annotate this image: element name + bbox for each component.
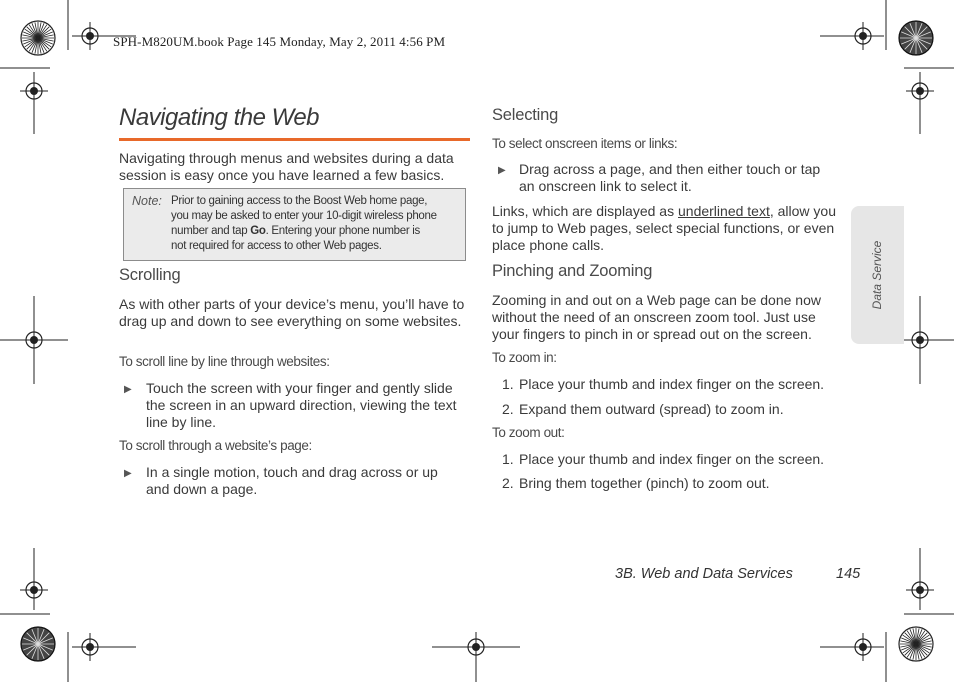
page-title: Navigating the Web	[119, 104, 320, 131]
note-box	[123, 188, 466, 261]
zoom-out-step-2: Bring them together (pinch) to zoom out.	[519, 475, 770, 491]
note-line-4: not required for access to other Web pages.	[171, 240, 382, 252]
pinching-body: Zooming in and out on a Web page can be done now without the need of an onscreen zoom tool. Just use your fingers to pinch in or spread out on the screen.	[492, 292, 821, 342]
title-rule	[119, 138, 470, 141]
scroll-page-bullet: In a single motion, touch and drag across or up and down a page.	[146, 464, 438, 497]
scrolling-heading: Scrolling	[119, 266, 181, 284]
section-tab-label: Data Service	[870, 240, 884, 310]
links-paragraph: Links, which are displayed as underlined text, allow you to jump to Web pages, select special functions, or even place phone calls.	[492, 203, 836, 253]
pinching-heading: Pinching and Zooming	[492, 262, 653, 280]
footer-section: 3B. Web and Data Services	[615, 566, 793, 582]
step-number: 1.	[502, 376, 514, 392]
zoom-in-step-1: Place your thumb and index finger on the screen.	[519, 376, 825, 392]
underlined-text-example: underlined text	[678, 203, 770, 219]
scroll-line-label: To scroll line by line through websites:	[119, 354, 330, 369]
selecting-heading: Selecting	[492, 106, 559, 124]
zoom-in-step-2: Expand them outward (spread) to zoom in.	[519, 401, 784, 417]
note-line-3: number and tap Go. Entering your phone number is	[171, 225, 420, 237]
page-number: 145	[836, 566, 861, 582]
intro-paragraph: Navigating through menus and websites during a data session is easy once you have learned a few basics.	[119, 150, 454, 183]
zoom-in-label: To zoom in:	[492, 350, 557, 365]
selecting-bullet: Drag across a page, and then either touch or tap an onscreen link to select it.	[519, 161, 821, 194]
bullet-icon: ▶	[124, 468, 132, 479]
step-number: 2.	[502, 401, 514, 417]
zoom-out-step-1: Place your thumb and index finger on the screen.	[519, 451, 825, 467]
print-header: SPH-M820UM.book Page 145 Monday, May 2, 2011 4:56 PM	[113, 34, 446, 49]
bullet-icon: ▶	[124, 384, 132, 395]
step-number: 1.	[502, 451, 514, 467]
selecting-label: To select onscreen items or links:	[492, 136, 678, 151]
scroll-line-bullet: Touch the screen with your finger and gently slide the screen in an upward direction, viewing the text line by line.	[146, 380, 457, 430]
scroll-page-label: To scroll through a website’s page:	[119, 438, 312, 453]
bullet-icon: ▶	[498, 165, 506, 176]
note-label: Note:	[132, 194, 162, 208]
note-line-1: Prior to gaining access to the Boost Web home page,	[171, 195, 428, 207]
zoom-out-label: To zoom out:	[492, 425, 565, 440]
note-text	[171, 194, 461, 254]
note-line-2: you may be asked to enter your 10-digit wireless phone	[171, 210, 437, 222]
step-number: 2.	[502, 475, 514, 491]
section-tab	[851, 206, 904, 344]
scrolling-body: As with other parts of your device’s menu, you’ll have to drag up and down to see everything on some websites.	[119, 296, 465, 329]
go-key: Go	[250, 225, 266, 237]
